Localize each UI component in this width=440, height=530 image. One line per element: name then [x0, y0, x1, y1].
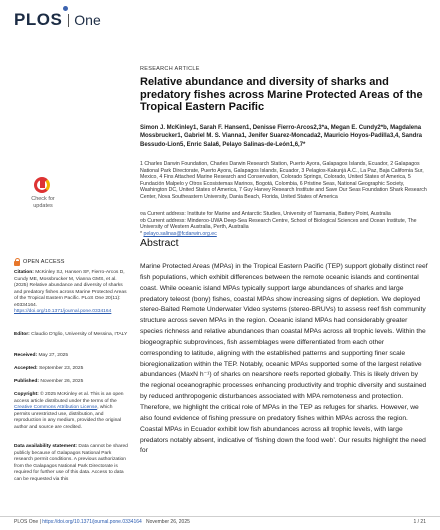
article-type-label: RESEARCH ARTICLE: [140, 66, 200, 72]
updates-line-1: Check for: [31, 196, 55, 202]
received-label: Received:: [14, 353, 38, 358]
current-address-b: ¤b Current address: Minderoo-UWA Deep-Sea Research Centre, School of Biological Sciences and Ocean Institute, The University of Western Australia, Perth, Australia: [140, 217, 417, 231]
citation-block: [14, 270, 128, 316]
affiliations: 1 Charles Darwin Foundation, Charles Darwin Research Station, Puerto Ayora, Galapagos Islands, Ecuador, 2 Galapagos National Park Directorate, Puerto Ayora, Galapagos Islands, Ecuador, 3 Pelagios-Kakunjá A.C., La Paz, Baja California Sur, Mexico, 4 Fins Attached Marine Research and Conservation, Colorado Springs, Colorado, United States of America, 5 Fundación Malpelo y Otros Ecosistemas Marinos, Bogotá, Colombia, 6 Pristine Seas, National Geographic Society, Washington DC, United States of America, 7 Guy Harvey Research Institute and Save Our Seas Foundation Shark Research Center, Nova Southeastern University, Dania Beach, Florida, United States of America: [140, 161, 427, 200]
footer-journal: PLOS One |: [14, 519, 43, 525]
copyright-text-1: © 2025 McKinley et al. This is an open access article distributed under the terms of the: [14, 392, 124, 404]
cc-license-link[interactable]: Creative Commons Attribution License: [14, 405, 98, 410]
article-title: Relative abundance and diversity of sharks and predatory fishes across Marine Protected Areas of the Tropical Eastern Pacific: [140, 76, 423, 113]
data-availability-text: Data cannot be shared publicly because of Galapagos National Park research permit conditions. A previous authorization from the Galapagos National Park Directorate is required for further use of this data. Access to data can be requested via this: [14, 444, 128, 482]
received-block: [14, 353, 128, 360]
updates-label: [26, 196, 60, 209]
current-address-a: ¤a Current address: Institute for Marine and Antarctic Studies, University of Tasmania, Battery Point, Australia: [140, 211, 391, 217]
accepted-label: Accepted:: [14, 366, 38, 371]
abstract-heading: Abstract: [140, 237, 179, 249]
logo-dot-icon: [63, 6, 68, 11]
published-block: [14, 379, 128, 386]
published-date: November 26, 2025: [39, 379, 84, 384]
open-access-text: OPEN ACCESS: [23, 259, 65, 265]
editor-label: Editor:: [14, 332, 30, 337]
footer-date: November 26, 2025: [141, 519, 190, 525]
updates-line-2: updates: [33, 202, 53, 209]
data-availability-label: Data availability statement:: [14, 444, 78, 449]
accepted-block: [14, 366, 128, 373]
data-availability-block: [14, 444, 128, 483]
check-for-updates-badge[interactable]: [26, 177, 60, 217]
received-date: May 27, 2025: [37, 353, 69, 358]
accepted-date: September 23, 2025: [37, 366, 84, 371]
corresponding-email-line: [140, 231, 430, 238]
email-prefix: *: [140, 230, 144, 237]
author-list: Simon J. McKinley1, Sarah F. Hansen1, Denisse Fierro-Arcos2,3*a, Megan E. Cundy2*b, Magdalena Mossbrucker1, Gabriel M. S. Vianna1, Jenifer Suarez-Moncada2, Mauricio Hoyos-Padilla3,4, Sandra Bessudo-Lion5, Enric Sala6, Pelayo Salinas-de-León1,6,7*: [140, 125, 422, 148]
editor-text: Claudio D'Iglio, University of Messina, ITALY: [29, 332, 128, 337]
copyright-text-2: , which permits unrestricted use, distribution, and reproduction in any medium, provided the original author and source are credited.: [14, 405, 122, 430]
copyright-label: Copyright:: [14, 392, 39, 397]
citation-text: McKinley SJ, Hansen SF, Fierro-Arcos D, Cundy ME, Mossbrucker M, Vianna GMS, et al. (2025) Relative abundance and diversity of sharks and predatory fishes across Marine Protected Areas of the Tropical Eastern Pacific. PLoS One 20(11): e0334164.: [14, 270, 127, 308]
published-label: Published:: [14, 379, 39, 384]
citation-doi-link[interactable]: https://doi.org/10.1371/journal.pone.0334164: [14, 309, 112, 314]
footer-divider: [0, 516, 440, 517]
abstract-text: Marine Protected Areas (MPAs) in the Tropical Eastern Pacific (TEP) support globally distinct reef fish populations, which exhibit differences between the remote oceanic islands and continental coast. While oceanic island MPAs typically support large abundances of sharks and large predatory teleost (bony) fishes, coastal MPAs show increasing signs of depletion. We deployed stereo-Baited Remote Underwater Video systems (stereo-BRUVs) to assess reef fish community structure across seven MPAs in the region. Oceanic island MPAs had considerably greater species richness and relative abundances than coastal MPAs across all trophic levels. Within the biogeographic subprovinces, fish assemblages were differentiated from each other corresponding to latitude, aligning with the established patterns and supporting finer scale bioregionalization within the TEP. Notably, oceanic MPAs supported some of the largest relative abundances (MaxN h⁻¹) of sharks on nearshore reefs reported globally. This is likely driven by the regional oceanographic processes enhancing productivity and trophic diversity and sustained by reduced anthropogenic disturbances associated with MPA remoteness and protection. Therefore, we highlight the critical role of MPAs in the TEP as refuges for sharks. However, we also found evidence of fishing pressure on predatory fishes within MPAs across the region. Coastal MPAs in Ecuador exhibit low fish abundances across all trophic levels, with large predators notably absent, indicative of ‘fishing down the food web’. Our results highlight the need for: [140, 263, 428, 455]
plos-one-logo: [14, 10, 101, 30]
corresponding-email-link[interactable]: pelayo.salinas@fcdarwin.org.ec: [143, 230, 217, 237]
page-footer: [14, 519, 190, 525]
logo-one-text: One: [74, 12, 101, 28]
footer-doi-link[interactable]: https://doi.org/10.1371/journal.pone.0334164: [42, 519, 142, 525]
open-access-label: [14, 258, 65, 266]
copyright-block: [14, 392, 128, 431]
editor-block: [14, 332, 128, 339]
current-addresses: [140, 211, 430, 237]
page-number: 1 / 21: [413, 519, 426, 525]
citation-label: Citation:: [14, 270, 34, 275]
logo-separator: [68, 14, 69, 27]
updates-bookmark-icon: [40, 180, 45, 188]
logo-plos-text: PLOS: [14, 10, 63, 29]
open-lock-icon: [14, 258, 20, 266]
